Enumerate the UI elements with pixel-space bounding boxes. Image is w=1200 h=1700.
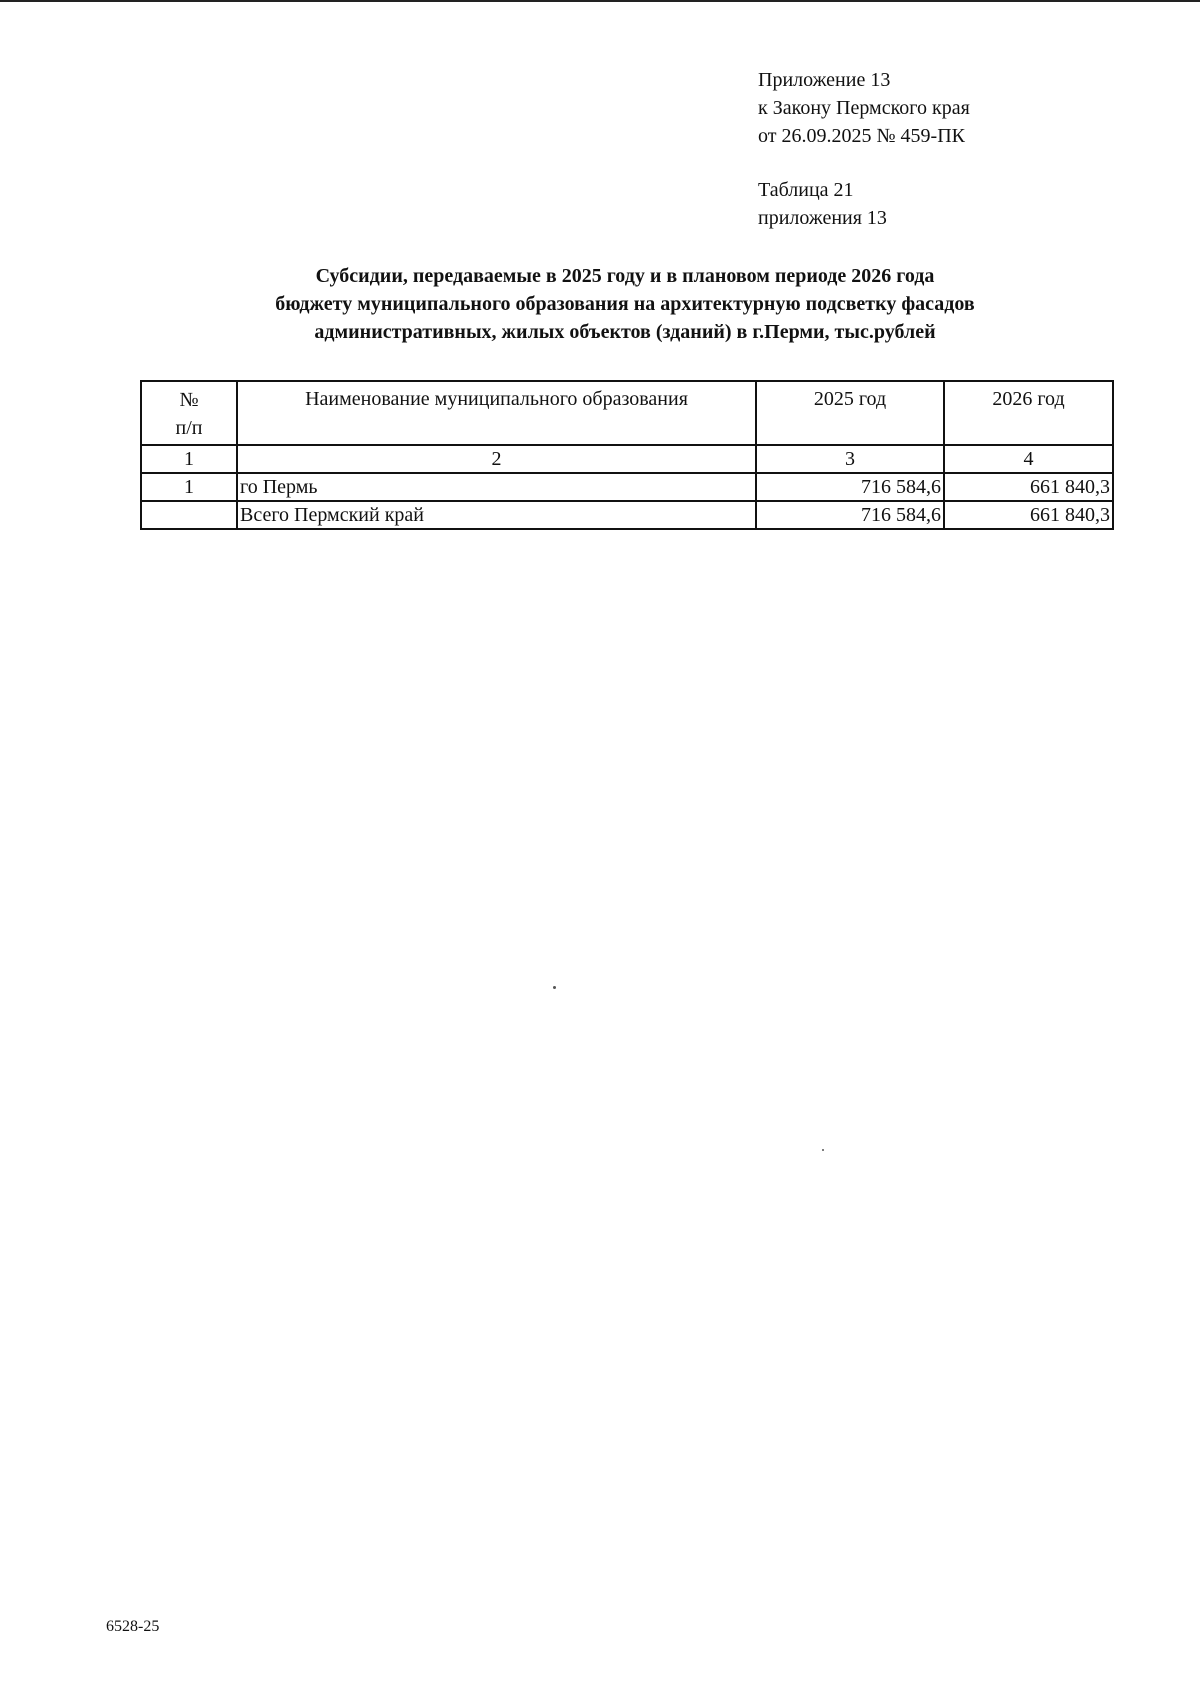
row-number-cell (141, 501, 237, 529)
annex-line-2: к Закону Пермского края (758, 97, 970, 119)
title-line-2: бюджету муниципального образования на архитектурную подсветку фасадов (275, 293, 975, 315)
row-2025-cell: 716 584,6 (756, 501, 944, 529)
table-header-row (141, 381, 1113, 445)
row-name-cell: Всего Пермский край (237, 501, 756, 529)
annex-line-1: Приложение 13 (758, 69, 891, 91)
header-2025-cell: 2025 год (756, 381, 944, 445)
table-ref-line-2: приложения 13 (758, 207, 887, 229)
row-number-cell: 1 (141, 473, 237, 501)
title-line-3: административных, жилых объектов (зданий) в г.Перми, тыс.рублей (314, 321, 936, 343)
column-number-cell: 1 (141, 445, 237, 473)
annex-reference (758, 66, 970, 150)
table-row (141, 473, 1113, 501)
row-2026-cell: 661 840,3 (944, 473, 1113, 501)
column-number-cell: 2 (237, 445, 756, 473)
table-total-row (141, 501, 1113, 529)
header-number-symbol: № (179, 389, 199, 411)
subsidy-table (140, 380, 1114, 530)
column-number-cell: 3 (756, 445, 944, 473)
table-reference (758, 176, 887, 232)
page-top-edge (0, 0, 1200, 2)
document-code: 6528-25 (106, 1618, 160, 1635)
header-number-abbr: п/п (175, 417, 203, 439)
row-2025-cell: 716 584,6 (756, 473, 944, 501)
row-2026-cell: 661 840,3 (944, 501, 1113, 529)
header-name-cell: Наименование муниципального образования (237, 381, 756, 445)
scan-speck (822, 1149, 824, 1151)
column-number-cell: 4 (944, 445, 1113, 473)
header-2026-cell: 2026 год (944, 381, 1113, 445)
document-title (160, 262, 1090, 346)
column-number-row (141, 445, 1113, 473)
scan-speck (553, 986, 556, 989)
header-number-cell (141, 381, 237, 445)
table-ref-line-1: Таблица 21 (758, 179, 854, 201)
annex-line-3: от 26.09.2025 № 459-ПК (758, 125, 966, 147)
title-line-1: Субсидии, передаваемые в 2025 году и в плановом периоде 2026 года (315, 265, 935, 287)
row-name-cell: го Пермь (237, 473, 756, 501)
